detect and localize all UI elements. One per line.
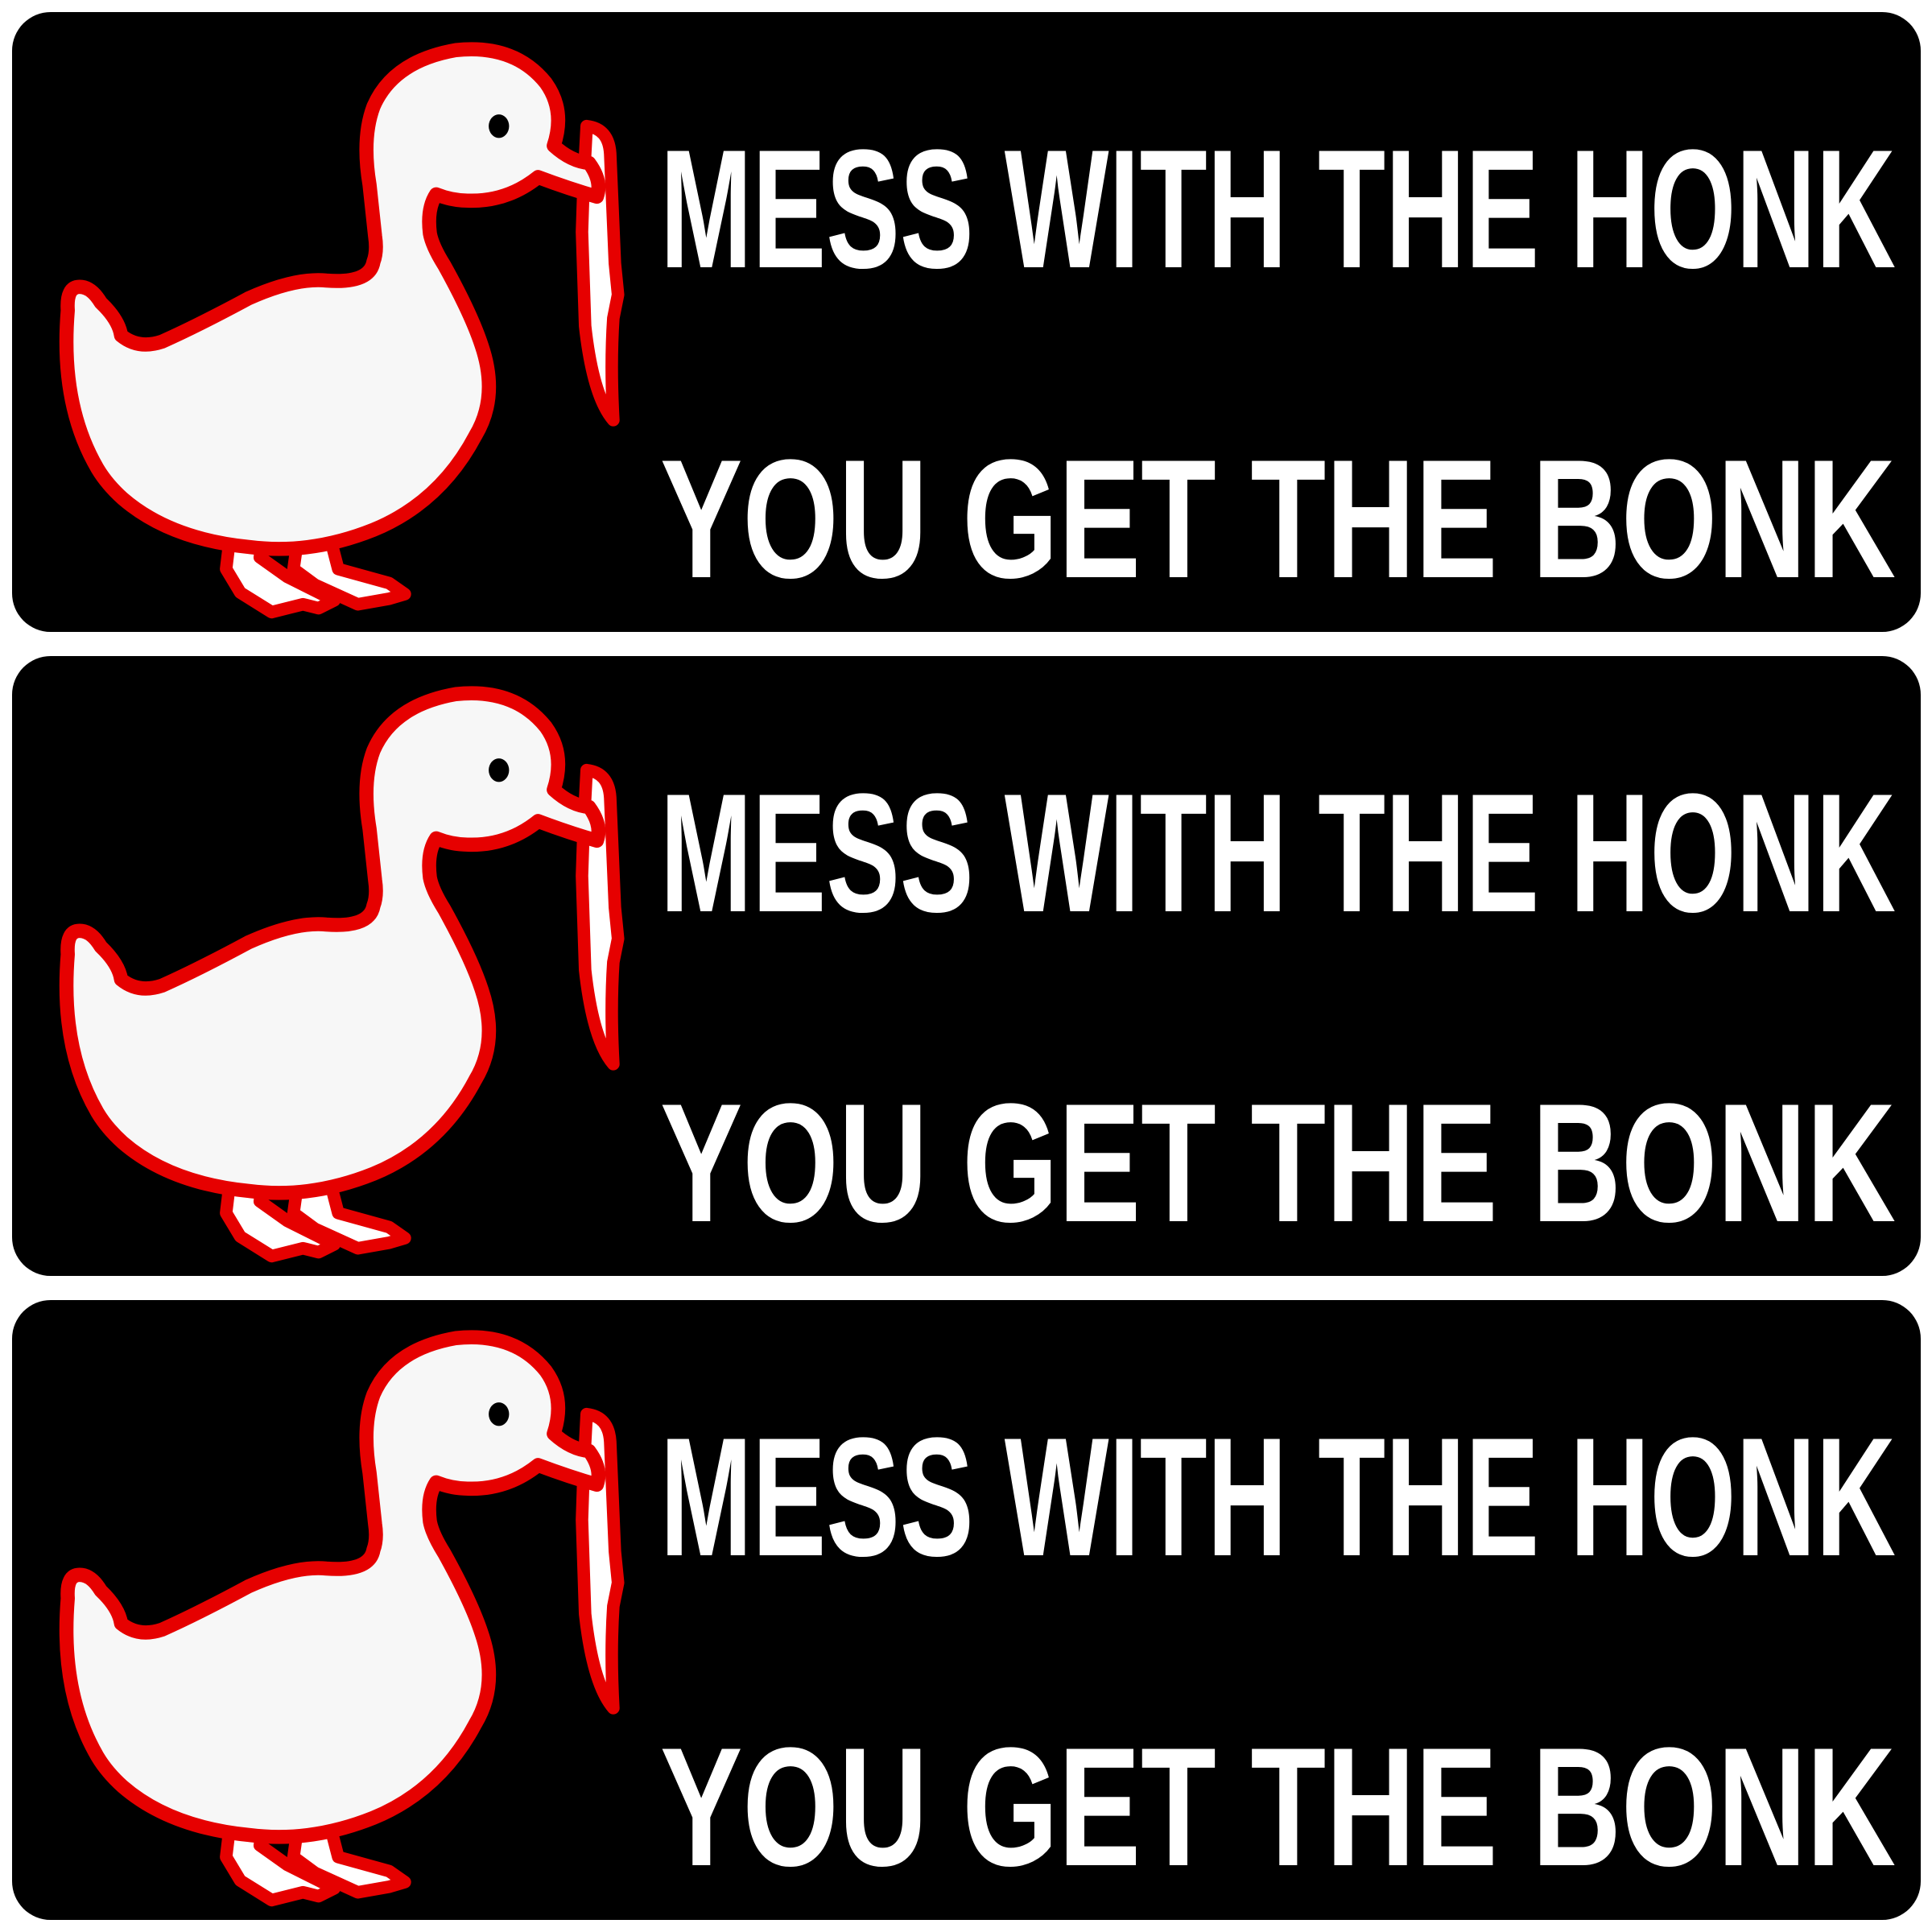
sticker-text-line2: YOU GET THE BONK xyxy=(660,424,1896,600)
sticker-line-bottom xyxy=(660,366,1896,600)
sticker-text-line2: YOU GET THE BONK xyxy=(660,1712,1896,1888)
sticker-line-top xyxy=(660,56,1896,290)
sticker-line-bottom xyxy=(660,1654,1896,1888)
sticker-text-line1: MESS WITH THE HONK xyxy=(660,114,1896,290)
sticker-3 xyxy=(12,1300,1921,1920)
goose-with-knife-icon xyxy=(44,1316,640,1912)
sticker-2 xyxy=(12,656,1921,1276)
sticker-text-line2: YOU GET THE BONK xyxy=(660,1068,1896,1244)
sticker-1 xyxy=(12,12,1921,632)
sticker-line-top xyxy=(660,1344,1896,1578)
sticker-text-line1: MESS WITH THE HONK xyxy=(660,758,1896,934)
sticker-line-bottom xyxy=(660,1010,1896,1244)
goose-with-knife-icon xyxy=(44,28,640,624)
sticker-text-line1: MESS WITH THE HONK xyxy=(660,1402,1896,1578)
goose-with-knife-icon xyxy=(44,672,640,1268)
sticker-line-top xyxy=(660,700,1896,934)
